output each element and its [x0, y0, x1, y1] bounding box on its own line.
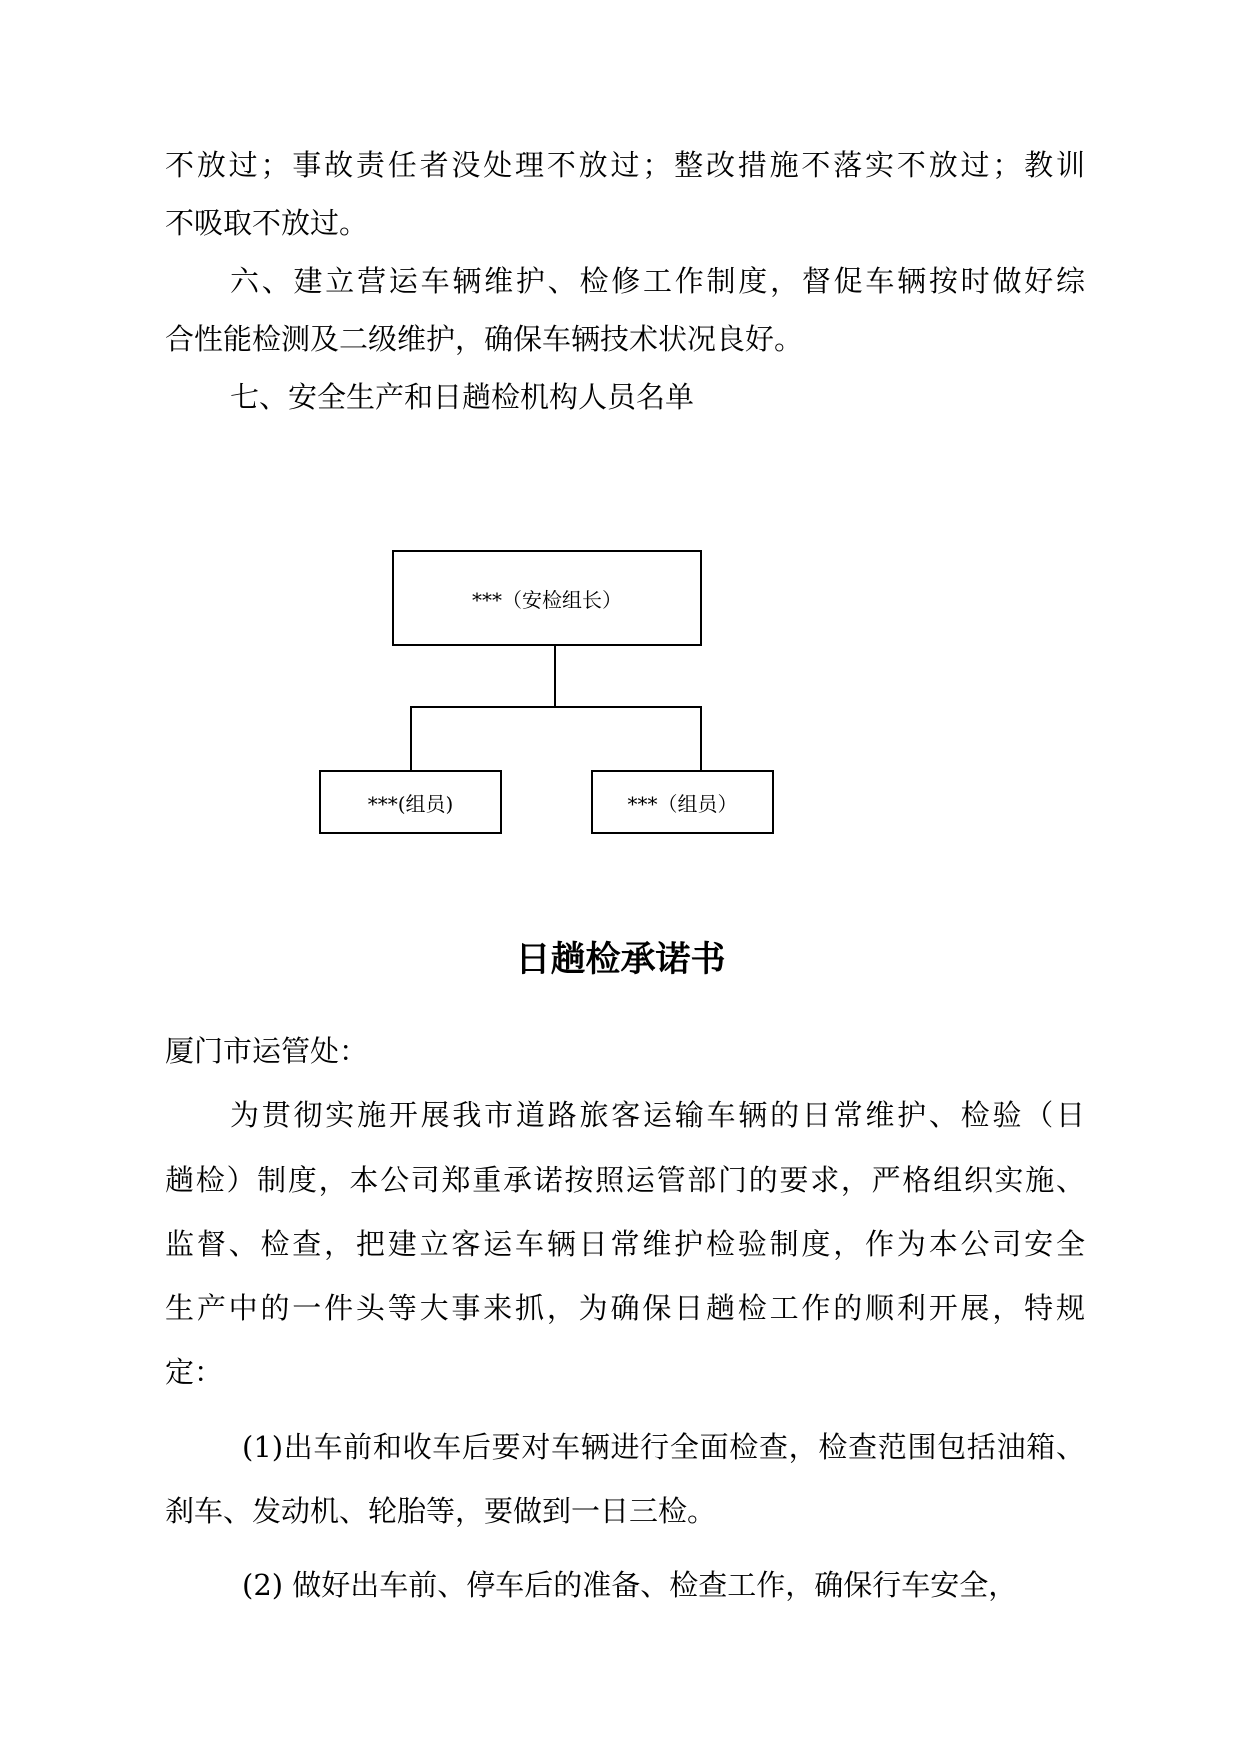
org-box-member-left: [319, 770, 502, 834]
org-connector-vertical: [554, 646, 556, 708]
org-box-member-right: [591, 770, 774, 834]
letter-item-1: (1)出车前和收车后要对车辆进行全面检查，检查范围包括油箱、: [242, 1430, 1085, 1464]
org-member-right-label: ***（组员）: [627, 791, 738, 816]
section-7-heading: 七、安全生产和日趟检机构人员名单: [230, 380, 695, 414]
letter-body-line: 定：: [165, 1355, 224, 1389]
letter-item-2: (2) 做好出车前、停车后的准备、检查工作，确保行车安全，: [242, 1568, 1018, 1602]
letter-title: 日趟检承诺书: [515, 940, 726, 980]
paragraph-line: 合性能检测及二级维护，确保车辆技术状况良好。: [165, 322, 804, 356]
letter-item-1-cont: 刹车、发动机、轮胎等，要做到一日三检。: [165, 1494, 717, 1528]
section-6-heading: 六、建立营运车辆维护、检修工作制度，督促车辆按时做好综: [230, 264, 1085, 298]
org-box-leader: [392, 550, 702, 646]
org-connector-horizontal: [410, 706, 702, 708]
org-connector-right: [700, 706, 702, 772]
letter-body-line: 为贯彻实施开展我市道路旅客运输车辆的日常维护、检验（日: [230, 1098, 1085, 1132]
letter-body-line: 趟检）制度，本公司郑重承诺按照运管部门的要求，严格组织实施、: [165, 1163, 1085, 1197]
letter-body-line: 监督、检查，把建立客运车辆日常维护检验制度，作为本公司安全: [165, 1227, 1085, 1261]
paragraph-line: 不吸取不放过。: [165, 206, 369, 240]
org-member-left-label: ***(组员): [367, 791, 454, 816]
letter-salutation: 厦门市运管处：: [165, 1034, 369, 1068]
letter-body-line: 生产中的一件头等大事来抓，为确保日趟检工作的顺利开展，特规: [165, 1291, 1085, 1325]
org-leader-label: ***（安检组长）: [472, 587, 622, 612]
paragraph-line: 不放过；事故责任者没处理不放过；整改措施不落实不放过；教训: [165, 148, 1085, 182]
org-connector-left: [410, 706, 412, 772]
